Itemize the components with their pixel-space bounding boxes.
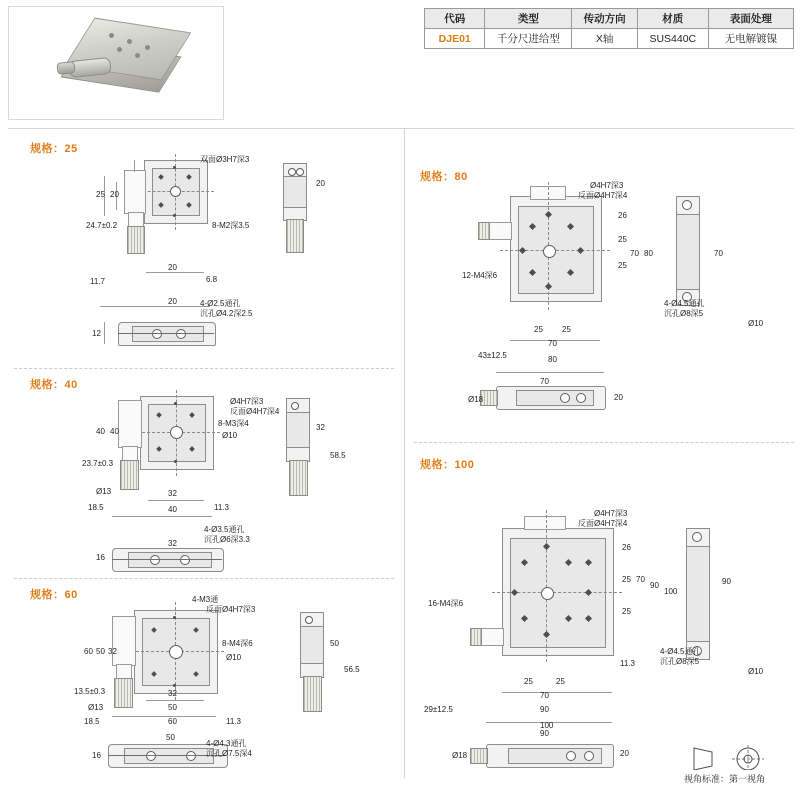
label-60-50b: 50 — [168, 703, 177, 712]
label-40-40b: 40 — [168, 505, 177, 514]
label-80-25b: 25 — [618, 261, 627, 270]
label-80-80b: 80 — [548, 355, 557, 364]
label-60-thread: 8-M4深6 — [222, 639, 253, 648]
label-100-25a: 25 — [622, 575, 631, 584]
label-25-117: 11.7 — [90, 277, 105, 286]
label-100-25c: 25 — [524, 677, 533, 686]
label-60-tt2: 反面Ø4H7深3 — [206, 605, 256, 614]
label-25-25: 25 — [96, 190, 105, 199]
label-40-32: 32 — [168, 489, 177, 498]
label-60-113: 11.3 — [226, 717, 241, 726]
section-title-40: 规格：40 — [30, 379, 78, 391]
spec-table — [424, 8, 794, 49]
label-80-70r: 70 — [714, 249, 723, 258]
label-60-tt1: 4-M3通 — [192, 595, 219, 604]
label-60-50c: 50 — [166, 733, 175, 742]
label-100-bn1: 4-Ø4.5通孔 — [660, 647, 701, 656]
label-80-20: 20 — [614, 393, 623, 402]
label-25-20b: 20 — [168, 297, 177, 306]
label-100-90r: 90 — [722, 577, 731, 586]
label-80-25d: 25 — [562, 325, 571, 334]
th-material: 材质 — [637, 9, 708, 29]
label-100-thread: 16-M4深6 — [428, 599, 464, 608]
label-80-d10: Ø10 — [748, 319, 764, 328]
label-60-32v: 32 — [108, 647, 117, 656]
label-40-bn2: 沉孔Ø6深3.3 — [204, 535, 250, 544]
divider-25-40 — [14, 368, 394, 369]
label-80-80: 80 — [644, 249, 653, 258]
label-40-40v: 40 — [110, 427, 119, 436]
label-100-hole1: Ø4H7深3 — [594, 509, 628, 518]
projection-symbol — [690, 744, 786, 775]
cell-direction: X轴 — [572, 29, 637, 49]
label-80-43: 43±12.5 — [478, 351, 507, 360]
label-100-20: 20 — [620, 749, 629, 758]
label-60-d10: Ø10 — [226, 653, 242, 662]
label-100-bn2: 沉孔Ø8深5 — [660, 657, 700, 666]
divider-80-100 — [414, 442, 794, 443]
stage-illustration — [57, 25, 185, 87]
label-100-100b: 100 — [540, 721, 554, 730]
label-40-hole1: Ø4H7深3 — [230, 397, 264, 406]
section-title-25: 规格：25 — [30, 143, 78, 155]
label-80-70f: 70 — [540, 377, 549, 386]
label-100-25d: 25 — [556, 677, 565, 686]
label-100-d10: Ø10 — [748, 667, 764, 676]
label-25-12: 12 — [92, 329, 101, 338]
label-25-247: 24.7±0.2 — [86, 221, 118, 230]
label-25-right20: 20 — [316, 179, 325, 188]
label-60-60b: 60 — [168, 717, 177, 726]
divider-vertical — [404, 128, 405, 778]
label-80-bn2: 沉孔Ø8深5 — [664, 309, 704, 318]
label-40-hole2: 反面Ø4H7深4 — [230, 407, 280, 416]
label-80-bn1: 4-Ø4.5通孔 — [664, 299, 705, 308]
label-25-68: 6.8 — [206, 275, 218, 284]
table-header-row — [425, 9, 794, 29]
label-40-40: 40 — [96, 427, 105, 436]
micrometer-head — [57, 59, 113, 77]
label-100-hole2: 反面Ø4H7深4 — [578, 519, 628, 528]
label-25-20h: 20 — [168, 263, 177, 272]
label-80-hole2: 反面Ø4H7深4 — [578, 191, 628, 200]
label-40-d10: Ø10 — [222, 431, 238, 440]
label-80-26: 26 — [618, 211, 627, 220]
label-60-13: Ø13 — [88, 703, 104, 712]
label-100-113: 11.3 — [620, 659, 635, 668]
th-type: 类型 — [485, 9, 572, 29]
label-100-100: 100 — [664, 587, 678, 596]
label-80-25a: 25 — [618, 235, 627, 244]
divider-40-60 — [14, 578, 394, 579]
label-80-thread: 12-M4深6 — [462, 271, 498, 280]
label-40-32c: 32 — [168, 539, 177, 548]
label-40-113: 11.3 — [214, 503, 229, 512]
label-60-bn1: 4-Ø4.3通孔 — [206, 739, 247, 748]
label-60-185: 18.5 — [84, 717, 100, 726]
label-40-32r: 32 — [316, 423, 325, 432]
label-80-70b: 70 — [548, 339, 557, 348]
th-direction: 传动方向 — [572, 9, 637, 29]
label-25-bottom-note1: 4-Ø2.5通孔 — [200, 299, 241, 308]
label-40-bn1: 4-Ø3.5通孔 — [204, 525, 245, 534]
section-title-60: 规格：60 — [30, 589, 78, 601]
table-row — [425, 29, 794, 49]
label-100-90b: 90 — [540, 705, 549, 714]
cell-type: 千分尺进给型 — [485, 29, 572, 49]
label-40-585: 58.5 — [330, 451, 346, 460]
projection-note: 视角标准：第一视角 — [684, 774, 766, 784]
cell-material: SUS440C — [637, 29, 708, 49]
product-photo — [8, 6, 224, 120]
label-80-hole1: Ø4H7深3 — [590, 181, 624, 190]
label-100-29: 29±12.5 — [424, 705, 453, 714]
label-25-bottom-note2: 沉孔Ø4.2深2.5 — [200, 309, 253, 318]
label-25-thread: 8-M2深3.5 — [212, 221, 250, 230]
section-title-100: 规格：100 — [420, 459, 475, 471]
label-40-237: 23.7±0.3 — [82, 459, 114, 468]
cell-code: DJE01 — [425, 29, 485, 49]
label-100-26: 26 — [622, 543, 631, 552]
label-80-25c: 25 — [534, 325, 543, 334]
label-60-32: 32 — [168, 689, 177, 698]
label-25-top-note: 双面Ø3H7深3 — [200, 155, 250, 164]
label-40-thread: 8-M3深4 — [218, 419, 249, 428]
label-60-bn2: 沉孔Ø7.5深4 — [206, 749, 252, 758]
label-25-20v: 20 — [110, 190, 119, 199]
section-title-80: 规格：80 — [420, 171, 468, 183]
label-60-135: 13.5±0.3 — [74, 687, 106, 696]
label-60-565: 56.5 — [344, 665, 360, 674]
label-100-70: 70 — [636, 575, 645, 584]
label-100-90f: 90 — [540, 729, 549, 738]
label-60-60: 60 — [84, 647, 93, 656]
label-80-70: 70 — [630, 249, 639, 258]
label-60-50r: 50 — [330, 639, 339, 648]
cell-finish: 无电解镀镍 — [708, 29, 793, 49]
label-100-70b: 70 — [540, 691, 549, 700]
label-60-50: 50 — [96, 647, 105, 656]
label-40-16: 16 — [96, 553, 105, 562]
label-80-18: Ø18 — [468, 395, 484, 404]
divider-top — [8, 128, 794, 129]
label-100-90: 90 — [650, 581, 659, 590]
label-40-185: 18.5 — [88, 503, 104, 512]
label-100-18: Ø18 — [452, 751, 468, 760]
label-40-13: Ø13 — [96, 487, 112, 496]
label-60-16: 16 — [92, 751, 101, 760]
th-code: 代码 — [425, 9, 485, 29]
label-100-25b: 25 — [622, 607, 631, 616]
th-finish: 表面处理 — [708, 9, 793, 29]
